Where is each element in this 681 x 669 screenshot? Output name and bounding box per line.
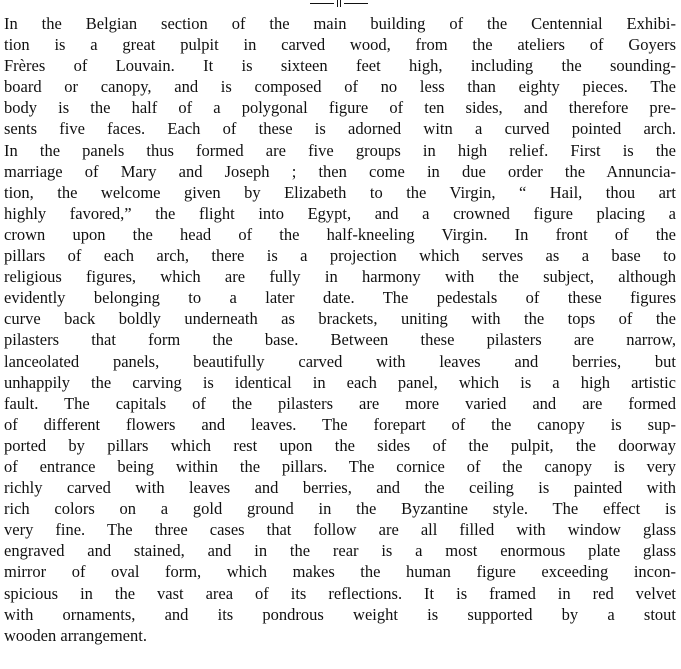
article-line-17: lanceolated panels, beautifully carved with leaves and berries, but: [4, 351, 676, 371]
article-line-8: marriage of Mary and Joseph ; then come in due order the Annuncia-: [4, 161, 676, 181]
divider-mark: [337, 0, 341, 7]
article-line-18: unhappily the carving is identical in each panel, which is a high artistic: [4, 372, 676, 392]
article-line-19: fault. The capitals of the pilasters are more varied and are formed: [4, 393, 676, 413]
section-divider-ornament: [310, 0, 368, 8]
article-line-14: evidently belonging to a later date. The pedestals of these figures: [4, 288, 676, 308]
article-line-30: wooden arrangement.: [4, 625, 147, 645]
article-line-15: curve back boldly underneath as brackets, uniting with the tops of the: [4, 309, 676, 329]
article-line-16: pilasters that form the base. Between these pilasters are narrow,: [4, 330, 676, 350]
article-line-25: very fine. The three cases that follow are all filled with window glass: [4, 520, 676, 540]
article-line-7: In the panels thus formed are five groups in high relief. First is the: [4, 140, 676, 160]
article-line-3: Frères of Louvain. It is sixteen feet high, including the sounding-: [4, 56, 676, 76]
article-line-2: tion is a great pulpit in carved wood, from the ateliers of Goyers: [4, 35, 676, 55]
article-line-5: body is the half of a polygonal figure of ten sides, and therefore pre-: [4, 98, 676, 118]
article-line-21: ported by pillars which rest upon the sides of the pulpit, the doorway: [4, 435, 676, 455]
article-line-6: sents five faces. Each of these is adorned witn a curved pointed arch.: [4, 119, 676, 139]
article-line-9: tion, the welcome given by Elizabeth to the Virgin, “ Hail, thou art: [4, 182, 676, 202]
article-line-20: of different flowers and leaves. The forepart of the canopy is sup-: [4, 414, 676, 434]
article-line-22: of entrance being within the pillars. The cornice of the canopy is very: [4, 456, 676, 476]
article-line-26: engraved and stained, and in the rear is a most enormous plate glass: [4, 541, 676, 561]
article-line-28: spicious in the vast area of its reflections. It is framed in red velvet: [4, 583, 676, 603]
divider-rule-right: [344, 3, 368, 4]
divider-rule-left: [310, 3, 334, 4]
article-body: [4, 13, 676, 646]
article-line-24: rich colors on a gold ground in the Byzantine style. The effect is: [4, 499, 676, 519]
article-line-4: board or canopy, and is composed of no less than eighty pieces. The: [4, 77, 676, 97]
article-line-12: pillars of each arch, there is a projection which serves as a base to: [4, 246, 676, 266]
article-line-10: highly favored,” the flight into Egypt, and a crowned figure placing a: [4, 203, 676, 223]
article-line-23: richly carved with leaves and berries, and the ceiling is painted with: [4, 478, 676, 498]
article-line-29: with ornaments, and its pondrous weight is supported by a stout: [4, 604, 676, 624]
article-line-1: In the Belgian section of the main building of the Centennial Exhibi-: [4, 14, 676, 33]
article-line-13: religious figures, which are fully in harmony with the subject, although: [4, 267, 676, 287]
article-line-11: crown upon the head of the half-kneeling Virgin. In front of the: [4, 224, 676, 244]
article-line-27: mirror of oval form, which makes the human figure exceeding incon-: [4, 562, 676, 582]
